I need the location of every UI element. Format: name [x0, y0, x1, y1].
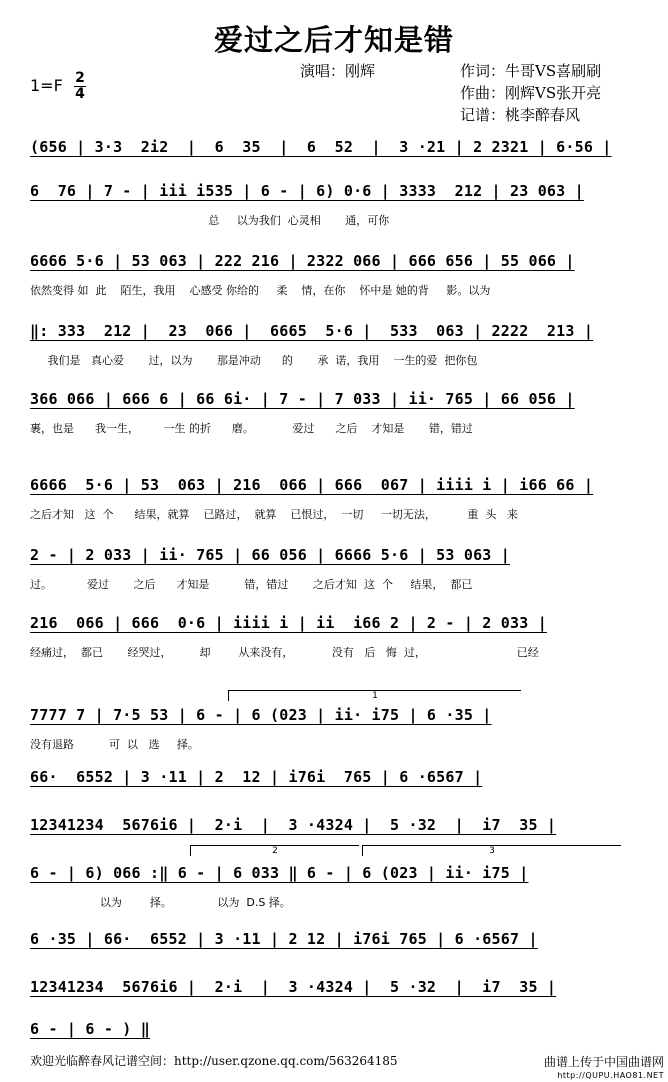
time-signature-top: 2	[75, 70, 85, 86]
footer-link[interactable]: 欢迎光临醉春风记谱空间：http://user.qzone.qq.com/563264185	[30, 1054, 398, 1068]
volta-2	[190, 845, 359, 856]
lyrics-line: 总 以为我们 心灵相 通，可你	[30, 214, 390, 227]
composer-credit: 作曲：刚辉VS张开亮	[460, 84, 602, 102]
lyrics-line: 以为 择。 以为 D.S 择。	[30, 896, 291, 909]
notes-line: 366 066 | 666 6 | 66 6i· | 7 - | 7 033 | ii· 765 | 66 056 |	[30, 390, 575, 408]
notes-line: 12341234 5676i6 | 2·i | 3 ·4324 | 5 ·32 | i7 35 |	[30, 978, 557, 996]
volta-3	[362, 845, 621, 856]
notes-line: 6666 5·6 | 53 063 | 222 216 | 2322 066 | 666 656 | 55 066 |	[30, 252, 575, 270]
lyrics-line: 经痛过， 都已 经哭过， 却 从来没有， 没有 后 悔 过， 已经	[30, 646, 539, 659]
volta-1-label: 1	[372, 691, 378, 701]
time-signature	[74, 72, 86, 101]
notes-line: 6 - | 6 - ) ‖	[30, 1020, 150, 1038]
notes-line: 6 ·35 | 66· 6552 | 3 ·11 | 2 12 | i76i 765 | 6 ·6567 |	[30, 930, 538, 948]
lyrics-line: 没有退路 可 以 选 择。	[30, 738, 199, 751]
notes-line: 12341234 5676i6 | 2·i | 3 ·4324 | 5 ·32 | i7 35 |	[30, 816, 557, 834]
notes-line: 2 - | 2 033 | ii· 765 | 66 056 | 6666 5·6 | 53 063 |	[30, 546, 510, 564]
lyrics-line: 依然变得 如 此 陌生，我用 心感受 你给的 柔 情，在你 怀中是 她的背 影。以为	[30, 284, 491, 297]
notes-line: 6666 5·6 | 53 063 | 216 066 | 666 067 | iiii i | i66 66 |	[30, 476, 594, 494]
transcriber-credit: 记谱：桃李醉春风	[460, 106, 581, 124]
watermark-line1: 曲谱上传于中国曲谱网	[543, 1055, 664, 1069]
notes-line: 216 066 | 666 0·6 | iiii i | ii i66 2 | 2 - | 2 033 |	[30, 614, 547, 632]
notes-line: 6 - | 6) 066 :‖ 6 - | 6 033 ‖ 6 - | 6 (023 | ii· i75 |	[30, 864, 529, 882]
lyrics-line: 过。 爱过 之后 才知是 错，错过 之后才知 这 个 结果， 都已	[30, 578, 473, 591]
notes-line: 6 76 | 7 - | iii i535 | 6 - | 6) 0·6 | 3333 212 | 23 063 |	[30, 182, 584, 200]
lyrics-line: 之后才知 这 个 结果，就算 已路过， 就算 已恨过， 一切 一切无法， 重 头 来	[30, 508, 518, 521]
singer-credit: 演唱：刚辉	[300, 62, 376, 80]
lyrics-line: 我们是 真心爱 过，以为 那是冲动 的 承 诺，我用 一生的爱 把你包	[30, 354, 478, 367]
watermark-line2: http://QUPU.HAO81.NET	[557, 1071, 664, 1080]
notes-line: ‖: 333 212 | 23 066 | 6665 5·6 | 533 063 | 2222 213 |	[30, 322, 594, 340]
lyricist-credit: 作词：牛哥VS喜刷刷	[460, 62, 602, 80]
song-title: 爱过之后才知是错	[213, 23, 454, 57]
notes-line: 7777 7 | 7·5 53 | 6 - | 6 (023 | ii· i75 | 6 ·35 |	[30, 706, 492, 724]
notes-line: (656 | 3·3 2i2 | 6 35 | 6 52 | 3 ·21 | 2 2321 | 6·56 |	[30, 138, 612, 156]
notes-line: 66· 6552 | 3 ·11 | 2 12 | i76i 765 | 6 ·6567 |	[30, 768, 483, 786]
volta-2-label: 2	[272, 846, 278, 856]
key-signature: 1=F	[30, 76, 63, 95]
volta-3-label: 3	[489, 846, 495, 856]
time-signature-bottom: 4	[75, 86, 85, 102]
volta-1	[228, 690, 521, 701]
lyrics-line: 裹，也是 我一生， 一生 的折 磨。 爱过 之后 才知是 错，错过	[30, 422, 473, 435]
watermark	[544, 1056, 664, 1082]
